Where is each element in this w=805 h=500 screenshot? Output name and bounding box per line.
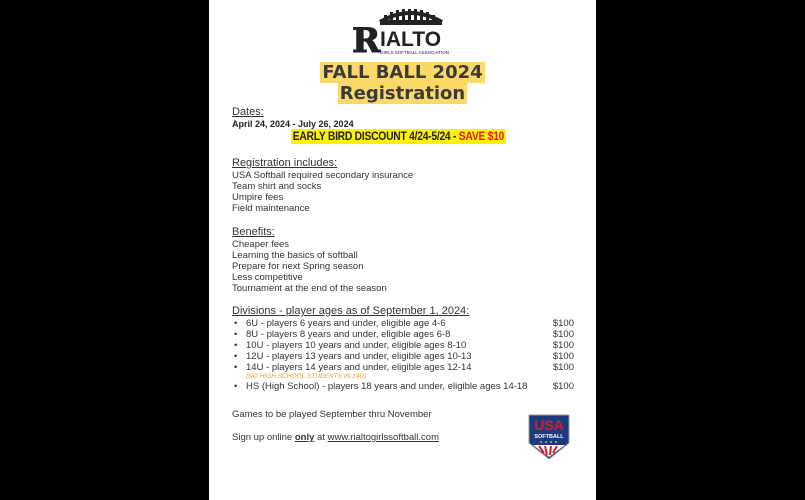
svg-text:IALTO: IALTO — [380, 28, 442, 51]
signup-line: Sign up online only at www.rialtogirlssoftball.com — [232, 432, 439, 443]
list-item: Umpire fees — [232, 192, 284, 203]
division-price: $100 — [552, 340, 574, 351]
dates-section — [232, 106, 354, 130]
list-item: Learning the basics of softball — [232, 250, 358, 261]
svg-text:GIRLS SOFTBALL ASSOCIATION: GIRLS SOFTBALL ASSOCIATION — [380, 50, 450, 55]
dates-range: April 24, 2024 - July 26, 2024 — [232, 119, 354, 129]
benefits-heading: Benefits: — [232, 226, 275, 238]
benefits-section — [232, 226, 387, 294]
svg-text:SOFTBALL: SOFTBALL — [534, 434, 564, 440]
list-item: Field maintenance — [232, 203, 310, 214]
divisions-section — [232, 305, 572, 392]
title-line2: Registration — [339, 83, 466, 104]
division-price: $100 — [552, 351, 574, 362]
division-item: • 12U - players 13 years and under, eligible ages 10-13 $100 — [232, 351, 572, 362]
list-item: USA Softball required secondary insurance — [232, 170, 414, 181]
games-note: Games to be played September thru November — [232, 409, 432, 420]
dates-heading: Dates: — [232, 106, 264, 118]
flyer-page — [209, 0, 596, 500]
rialto-logo — [350, 6, 454, 58]
title-block — [209, 62, 596, 104]
division-item: • 6U - players 6 years and under, eligible age 4-6 $100 — [232, 318, 572, 329]
early-bird-banner: EARLY BIRD DISCOUNT 4/24-5/24 - SAVE $10 — [292, 129, 505, 143]
division-price: $100 — [552, 362, 574, 373]
division-item: • 14U - players 14 years and under, eligible ages 12-14 $100 — [232, 362, 572, 373]
list-item: Prepare for next Spring season — [232, 261, 364, 272]
svg-text:USA: USA — [534, 417, 564, 433]
division-item: • HS (High School) - players 18 years and under, eligible ages 14-18 $100 — [232, 381, 572, 392]
division-price: $100 — [552, 318, 574, 329]
division-item: • 8U - players 8 years and under, eligible ages 6-8 $100 — [232, 329, 572, 340]
division-price: $100 — [552, 329, 574, 340]
title-line1: FALL BALL 2024 — [322, 62, 483, 83]
includes-section — [232, 157, 413, 214]
usa-softball-logo — [525, 413, 573, 461]
save-highlight: SAVE $10 — [458, 129, 505, 143]
divisions-heading: Divisions - player ages as of September 1, 2024: — [232, 305, 470, 317]
division-price: $100 — [552, 381, 574, 392]
includes-heading: Registration includes: — [232, 157, 338, 169]
list-item: Tournament at the end of the season — [232, 283, 387, 294]
division-note: (NO HIGH SCHOOL STUDENTS IN 14U) — [246, 373, 367, 380]
signup-link[interactable]: www.rialtogirlssoftball.com — [327, 432, 439, 443]
division-item: • 10U - players 10 years and under, eligible ages 8-10 $100 — [232, 340, 572, 351]
svg-text:R: R — [352, 21, 381, 58]
list-item: Cheaper fees — [232, 239, 290, 250]
list-item: Less competitive — [232, 272, 303, 283]
list-item: Team shirt and socks — [232, 181, 322, 192]
